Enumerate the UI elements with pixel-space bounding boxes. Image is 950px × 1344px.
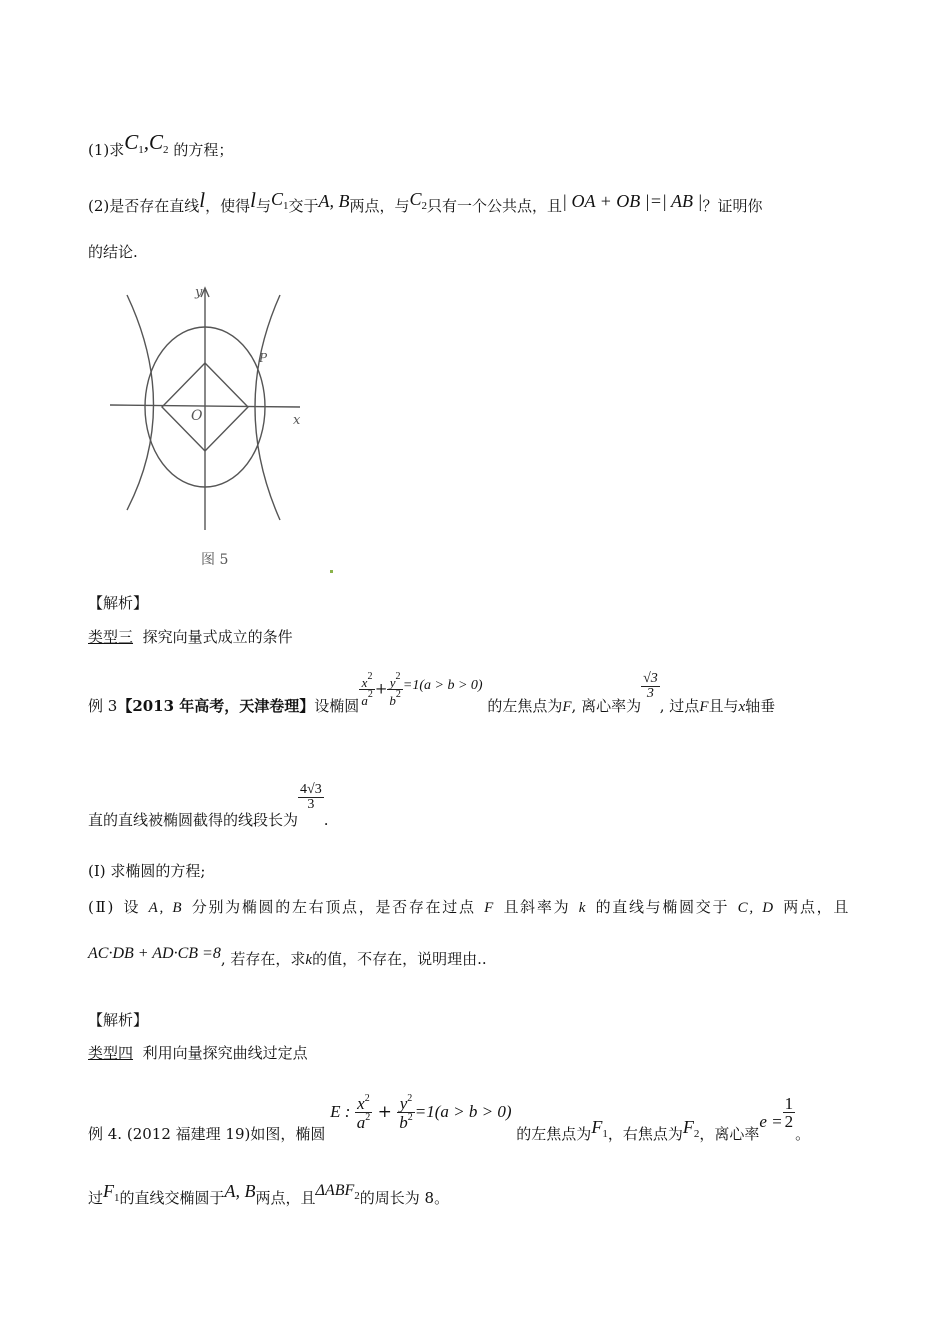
example-3-q1: (I) 求椭圆的方程;	[88, 862, 206, 880]
example-4-line2: 过$F_1$的直线交椭圆于A, B两点，且$\Delta ABF_2$的周长为 8。	[88, 1181, 450, 1207]
example-3-q2b: AC·DB + AD·CB =8, 若存在，求k的值，不存在，说明理由..	[88, 945, 487, 968]
question-2: (2)是否存在直线l，使得l与$C_1$交于A, B两点，与$C_2$只有一个公共点，且| OA + OB |=| AB |？证明你	[88, 188, 763, 215]
c1-symbol: $C_1,C_2$	[124, 130, 169, 156]
vector-dot-expression: AC·DB + AD·CB =8	[88, 945, 221, 962]
type4-heading: 类型四 利用向量探究曲线过定点	[88, 1044, 308, 1062]
example-4: 例 4. (2012 福建理 19)如图，椭圆 E : $\frac{x^2}{a^2}$ + $\frac{y^2}{b^2}$ =1(a > b > 0) 的左焦点为$F_1$，右焦点为$F_2$，离心率e = $\frac{1}{2}$ 。	[88, 1093, 811, 1143]
jiexi-heading-2: 【解析】	[88, 1011, 149, 1029]
vector-expression: | OA + OB |=| AB |	[562, 191, 703, 211]
x-label: x	[293, 413, 301, 428]
jiexi-heading-1: 【解析】	[88, 594, 149, 612]
hyperbola-left	[127, 295, 154, 510]
example-3-q2: (Ⅱ) 设 A, B 分别为椭圆的左右顶点，是否存在过点 F 且斜率为 k 的直线与椭圆交于 C, D 两点，且	[88, 898, 851, 916]
figure-caption: 图 5	[201, 552, 229, 568]
y-label: y	[195, 285, 203, 300]
question-1: (1)求$C_1,C_2$ 的方程；	[88, 130, 234, 159]
stray-mark	[330, 570, 333, 573]
type3-heading: 类型三 探究向量式成立的条件	[88, 628, 293, 646]
origin-label: O	[191, 408, 203, 424]
example-3: 例 3【2013 年高考，天津卷理】设椭圆 $\frac{x^2}{a^2}$ + $\frac{y^2}{b^2}$ =1(a > b > 0) 的左焦点为F, 离心率为 $\frac{√3}{3}$ , 过点F且与x轴垂	[88, 671, 776, 715]
example-3-line2: 直的直线被椭圆截得的线段长为 $\frac{4√3}{3}$ .	[88, 782, 329, 829]
question-2-cont: 的结论.	[88, 243, 138, 261]
figure-5	[105, 270, 320, 575]
p-label: P	[259, 351, 268, 365]
hyperbola-right	[255, 295, 280, 520]
